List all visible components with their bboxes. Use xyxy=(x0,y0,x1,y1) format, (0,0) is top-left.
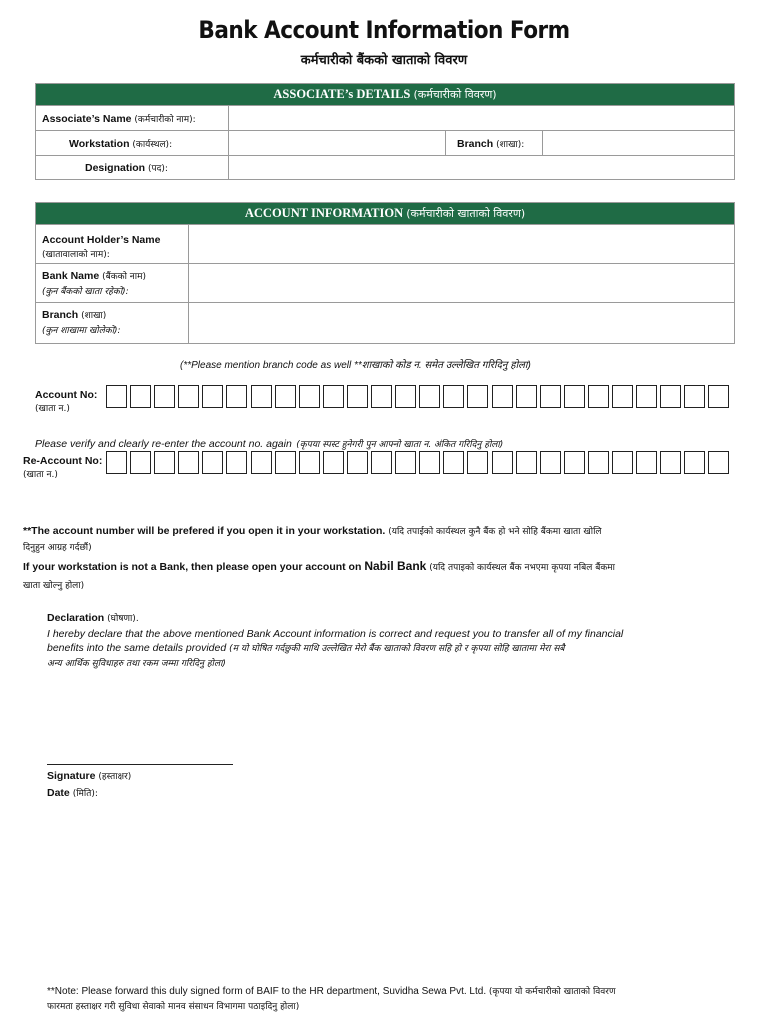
bank-name-field[interactable] xyxy=(189,264,734,303)
associate-header-np: (कर्मचारीको विवरण) xyxy=(413,88,497,101)
bank-name-label: Bank Name (बैंकको नाम) (कुन बैंकको खाता रहेको): xyxy=(42,270,147,297)
account-information-table xyxy=(35,202,735,344)
re-account-no-digit-box[interactable] xyxy=(154,451,175,474)
account-no-digit-box[interactable] xyxy=(708,385,729,408)
re-account-no-digit-box[interactable] xyxy=(564,451,585,474)
signature-block: Signature (हस्ताक्षर) Date (मिति): xyxy=(47,770,132,799)
account-no-digit-box[interactable] xyxy=(636,385,657,408)
account-no-digit-box[interactable] xyxy=(323,385,344,408)
account-branch-row xyxy=(36,302,734,344)
re-account-no-digit-box[interactable] xyxy=(660,451,681,474)
account-no-digit-box[interactable] xyxy=(612,385,633,408)
re-account-no-digit-box[interactable] xyxy=(226,451,247,474)
account-header-np: (कर्मचारीको खाताको विवरण) xyxy=(406,207,526,220)
branch-label: Branch (शाखा): xyxy=(457,138,525,150)
account-no-digit-box[interactable] xyxy=(226,385,247,408)
re-account-no-digit-box[interactable] xyxy=(588,451,609,474)
re-account-no-digit-box[interactable] xyxy=(540,451,561,474)
associate-header-text: ASSOCIATE’s DETAILS xyxy=(273,87,411,101)
branch-code-note: (**Please mention branch code as well **शाखाको कोड न. समेत उल्लेखित गरिदिनु होला) xyxy=(180,360,531,371)
account-no-digit-box[interactable] xyxy=(106,385,127,408)
re-account-no-boxes xyxy=(106,451,732,474)
designation-row xyxy=(36,155,734,180)
bank-name-row xyxy=(36,263,734,303)
re-account-no-digit-box[interactable] xyxy=(323,451,344,474)
re-account-no-digit-box[interactable] xyxy=(443,451,464,474)
associate-name-row xyxy=(36,105,734,131)
re-account-no-digit-box[interactable] xyxy=(467,451,488,474)
branch-field[interactable] xyxy=(543,131,734,156)
holder-label: Account Holder’s Name (खातावालाको नाम): xyxy=(42,234,161,260)
form-title: Bank Account Information Form xyxy=(198,16,570,44)
account-no-digit-box[interactable] xyxy=(202,385,223,408)
workstation-note: **The account number will be prefered if you open it in your workstation. (यदि तपाईको कार्यस्थल कुनै बैंक हो भने सोहि बैंकमा खाता खोलि दिनुहुन आग्रह गर्दछौं) xyxy=(23,525,602,553)
date-label: Date xyxy=(47,787,70,799)
account-no-digit-box[interactable] xyxy=(492,385,513,408)
account-no-digit-box[interactable] xyxy=(588,385,609,408)
verify-note: Please verify and clearly re-enter the account no. again (कृपया स्पस्ट हुनेगरी पुन आफ्नो खाता न. अंकित गरिदिनु होला) xyxy=(35,438,504,450)
associate-name-label: Associate’s Name (कर्मचारीको नाम): xyxy=(42,113,196,125)
re-account-no-digit-box[interactable] xyxy=(299,451,320,474)
re-account-no-digit-box[interactable] xyxy=(395,451,416,474)
account-no-boxes xyxy=(106,385,732,408)
account-no-digit-box[interactable] xyxy=(540,385,561,408)
account-no-digit-box[interactable] xyxy=(467,385,488,408)
associate-details-table xyxy=(35,83,735,180)
re-account-no-digit-box[interactable] xyxy=(708,451,729,474)
workstation-row xyxy=(36,130,734,156)
associate-name-field[interactable] xyxy=(229,106,734,131)
re-account-no-digit-box[interactable] xyxy=(371,451,392,474)
account-no-digit-box[interactable] xyxy=(516,385,537,408)
re-account-no-digit-box[interactable] xyxy=(202,451,223,474)
re-account-no-digit-box[interactable] xyxy=(275,451,296,474)
workstation-field[interactable] xyxy=(229,131,443,156)
account-no-digit-box[interactable] xyxy=(443,385,464,408)
footer-note: **Note: Please forward this duly signed form of BAIF to the HR department, Suvidha Sewa Pvt. Ltd. (कृपया यो कर्मचारीको खाताको विवरण फारमता हस्ताक्षर गरी सुविधा सेवाको मानव संसाधन विभागमा पठाइदिनु होला) xyxy=(47,986,616,1012)
account-no-digit-box[interactable] xyxy=(371,385,392,408)
account-no-digit-box[interactable] xyxy=(299,385,320,408)
re-account-no-label: Re-Account No: (खाता न.) xyxy=(23,455,103,480)
account-no-digit-box[interactable] xyxy=(154,385,175,408)
account-no-digit-box[interactable] xyxy=(684,385,705,408)
account-information-header xyxy=(36,203,734,224)
declaration-block: Declaration (घोषणा). I hereby declare that the above mentioned Bank Account information is correct and request you to transfer all of my financial benefits into the same details provided (म यो घोषित गर्दछुकी माथि उल्लेखित मेरो बैंक खाताको विवरण सहि हो र कृपया सोहि खातामा मेरा सबै अन्य आर्थिक सुविधाहरु तथा रकम जम्मा गरिदिनु होला) xyxy=(47,612,624,669)
account-no-digit-box[interactable] xyxy=(419,385,440,408)
account-no-digit-box[interactable] xyxy=(564,385,585,408)
re-account-no-digit-box[interactable] xyxy=(684,451,705,474)
account-branch-field[interactable] xyxy=(189,303,734,344)
re-account-no-digit-box[interactable] xyxy=(130,451,151,474)
associate-details-header xyxy=(36,84,734,105)
holder-row xyxy=(36,224,734,264)
nabil-bank-note: If your workstation is not a Bank, then please open your account on Nabil Bank (यदि तपाइको कार्यस्थल बैंक नभएमा कृपया नबिल बैंकमा खाता खोल्नु होला) xyxy=(23,559,615,591)
account-no-label: Account No: (खाता न.) xyxy=(35,389,98,414)
designation-label: Designation (पद): xyxy=(85,162,168,174)
workstation-label: Workstation (कार्यस्थल): xyxy=(69,138,173,150)
account-no-digit-box[interactable] xyxy=(275,385,296,408)
re-account-no-digit-box[interactable] xyxy=(178,451,199,474)
declaration-heading: Declaration xyxy=(47,612,105,624)
account-no-digit-box[interactable] xyxy=(347,385,368,408)
re-account-no-digit-box[interactable] xyxy=(492,451,513,474)
re-account-no-digit-box[interactable] xyxy=(106,451,127,474)
signature-label: Signature xyxy=(47,770,96,782)
account-no-digit-box[interactable] xyxy=(251,385,272,408)
account-no-digit-box[interactable] xyxy=(130,385,151,408)
designation-field[interactable] xyxy=(229,156,734,180)
account-header-text: ACCOUNT INFORMATION xyxy=(244,206,404,220)
account-branch-label: Branch (शाखा) (कुन शाखामा खोलेको): xyxy=(42,309,121,336)
account-no-digit-box[interactable] xyxy=(178,385,199,408)
re-account-no-digit-box[interactable] xyxy=(251,451,272,474)
signature-line xyxy=(47,764,233,765)
re-account-no-digit-box[interactable] xyxy=(612,451,633,474)
re-account-no-digit-box[interactable] xyxy=(516,451,537,474)
form-subtitle: कर्मचारीको बैंकको खाताको विवरण xyxy=(300,53,468,68)
holder-field[interactable] xyxy=(189,225,734,264)
account-no-digit-box[interactable] xyxy=(395,385,416,408)
re-account-no-digit-box[interactable] xyxy=(347,451,368,474)
re-account-no-digit-box[interactable] xyxy=(636,451,657,474)
re-account-no-digit-box[interactable] xyxy=(419,451,440,474)
account-no-digit-box[interactable] xyxy=(660,385,681,408)
